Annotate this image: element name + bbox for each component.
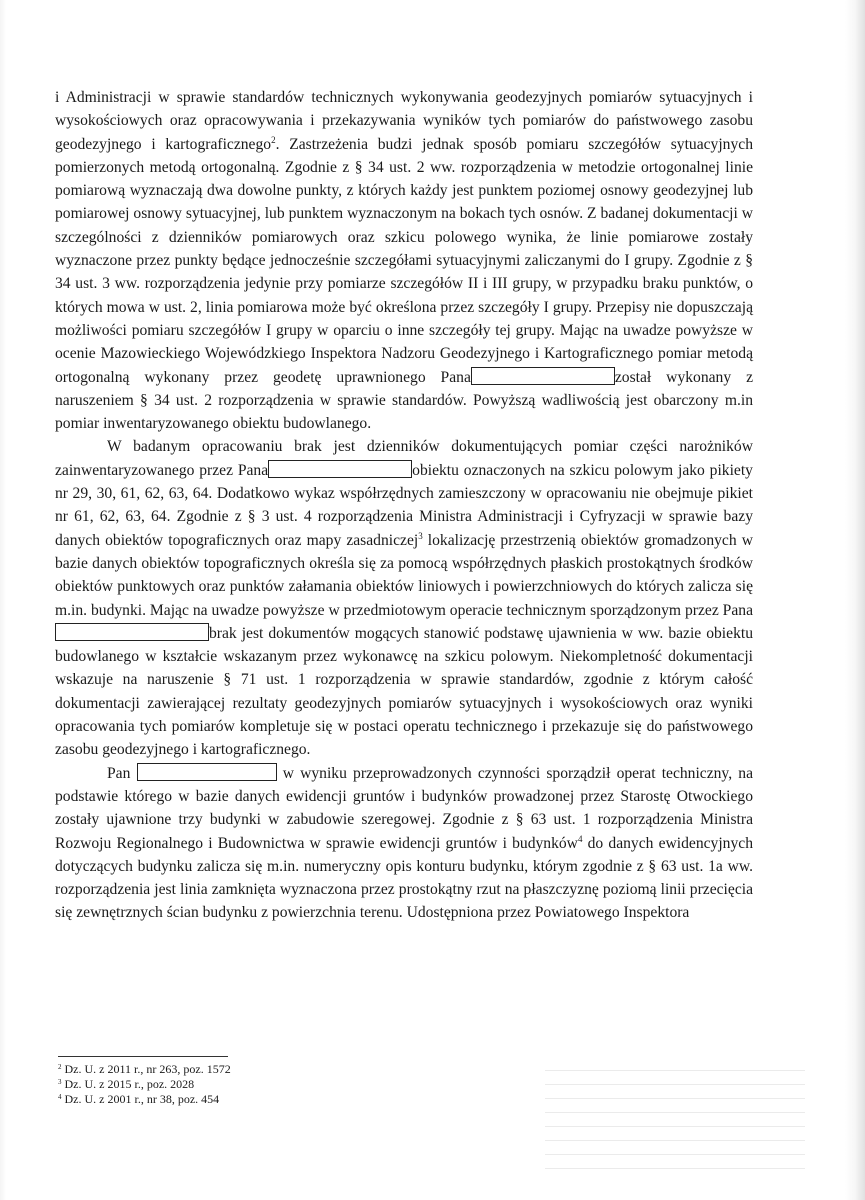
p1-text-a: i Administracji w sprawie standardów technicznych wykonywania geodezyjnych pomiarów sytuacyjnych i wysokościowych oraz opracowywania i przekazywania wyników tych pomiarów do państwowego zasobu geodezyjnego i kartograficznego: [55, 89, 753, 153]
page-edge-shadow: [855, 0, 865, 1200]
redacted-name-box: [137, 763, 277, 781]
p1-text-b: . Zastrzeżenia budzi jednak sposób pomiaru szczegółów sytuacyjnych pomierzonych metodą ortogonalną. Zgodnie z § 34 ust. 2 ww. rozporządzenia w metodzie ortogonalnej linie pomiarową wyznaczają dwa dowolne punkty, z których każdy jest punktem poziomej osnowy geodezyjnej lub pomiarowej osnowy sytuacyjnej, lub punktem wyznaczonym na bokach tych osnów. Z badanej dokumentacji w szczególności z dzienników pomiarowych oraz szkicu polowego wynika, że linie pomiarowe zostały wyznaczone przez punkty będące jednocześnie szczegółami sytuacyjnymi zaliczanymi do I grupy. Zgodnie z § 34 ust. 3 ww. rozporządzenia jedynie przy pomiarze szczegółów II i III grupy, w przypadku braku punktów, o których mowa w ust. 2, linia pomiarowa może być określona przez szczegóły I grupy. Przepisy nie dopuszczają możliwości pomiaru szczegółów I grupy w oparciu o inne szczegóły tej grupy. Mając na uwadze powyższe w ocenie Mazowieckiego Wojewódzkiego Inspektora Nadzoru Geodezyjnego i Kartograficznego pomiar metodą ortogonalną wykonany przez geodetę uprawnionego Pana: [55, 135, 753, 386]
footnote-number: 2: [58, 1063, 62, 1071]
footnote-ref-2: 2: [271, 134, 276, 145]
footnote-text: Dz. U. z 2015 r., poz. 2028: [61, 1077, 195, 1091]
footnote-ref-4: 4: [577, 833, 583, 844]
p1-text-c: został wykonany z naruszeniem § 34 ust. 2 rozporządzenia w sprawie standardów. Powyższą wadliwością jest obarczony m.in pomiar inwentaryzowanego obiektu budowlanego.: [55, 368, 753, 433]
p2-text-d: brak jest dokumentów mogących stanowić podstawę ujawnienia w ww. bazie obiektu budowlanego w kształcie wskazanym przez wykonawcę na szkicu polowym. Niekompletność dokumentacji wskazuje na naruszenie § 71 ust. 1 rozporządzenia w sprawie standardów, zgodnie z którym całość dokumentacji zawierającej rezultaty geodezyjnych pomiarów sytuacyjnych i wysokościowych oraz wyniki opracowania tych pomiarów kompletuje się w postaci operatu technicznego i przekazuje się do państwowego zasobu geodezyjnego i kartograficznego.: [55, 624, 753, 759]
paragraph-2: [55, 435, 753, 761]
footnote-2: [58, 1062, 458, 1077]
footnote-3: [58, 1077, 458, 1092]
redacted-name-box: [268, 460, 412, 478]
bleed-through-texture: [545, 1070, 805, 1180]
footnote-4: [58, 1092, 458, 1107]
footnote-text: Dz. U. z 2001 r., nr 38, poz. 454: [61, 1092, 220, 1106]
paragraph-1: [55, 86, 753, 435]
footnote-number: 3: [58, 1078, 62, 1086]
footnotes: [58, 1062, 458, 1107]
footnote-ref-3: 3: [418, 530, 423, 541]
p2-text-c: lokalizację przestrzenią obiektów gromadzonych w bazie danych obiektów topograficznych określa się za pomocą współrzędnych płaskich prostokątnych środków obiektów punktowych oraz punktów załamania obiektów liniowych i powierzchniowych do których zalicza się m.in. budynki. Mając na uwadze powyższe w przedmiotowym operacie technicznym sporządzonym przez Pana: [55, 531, 753, 619]
footnote-text: Dz. U. z 2011 r., nr 263, poz. 1572: [61, 1062, 231, 1076]
document-body: [55, 86, 753, 925]
redacted-name-box: [471, 367, 615, 385]
p3-text-a: Pan: [107, 764, 131, 782]
p2-text-a: W badanym opracowaniu brak jest dzienników dokumentujących pomiar części narożników zainwentaryzowanego przez Pana: [55, 438, 753, 479]
p3-text-b: w wyniku przeprowadzonych czynności sporządził operat techniczny, na podstawie którego w bazie danych ewidencji gruntów i budynków prowadzonej przez Starostę Otwockiego zostały ujawnione trzy budynki w zabudowie szeregowej. Zgodnie z § 63 ust. 1 rozporządzenia Ministra Rozwoju Regionalnego i Budownictwa w sprawie ewidencji gruntów i budynków: [55, 764, 753, 852]
p3-text-c: do danych ewidencyjnych dotyczących budynku zalicza się m.in. numeryczny opis konturu budynku, którym zgodnie z § 63 ust. 1a ww. rozporządzenia jest linia zamknięta wyznaczona przez prostokątny rzut na płaszczyznę poziomą linii przecięcia się zewnętrznych ścian budynku z powierzchnia terenu. Udostępniona przez Powiatowego Inspektora: [55, 834, 753, 922]
paragraph-3: [55, 762, 753, 925]
footnote-separator: [58, 1056, 228, 1057]
p2-text-b: obiektu oznaczonych na szkicu polowym jako pikiety nr 29, 30, 61, 62, 63, 64. Dodatkowo wykaz współrzędnych zamieszczony w opracowaniu nie obejmuje pikiet nr 61, 62, 63, 64. Zgodnie z § 3 ust. 4 rozporządzenia Ministra Administracji i Cyfryzacji w sprawie bazy danych obiektów topograficznych oraz mapy zasadniczej: [55, 461, 753, 549]
footnote-number: 4: [58, 1093, 62, 1101]
redacted-name-box: [55, 623, 209, 641]
